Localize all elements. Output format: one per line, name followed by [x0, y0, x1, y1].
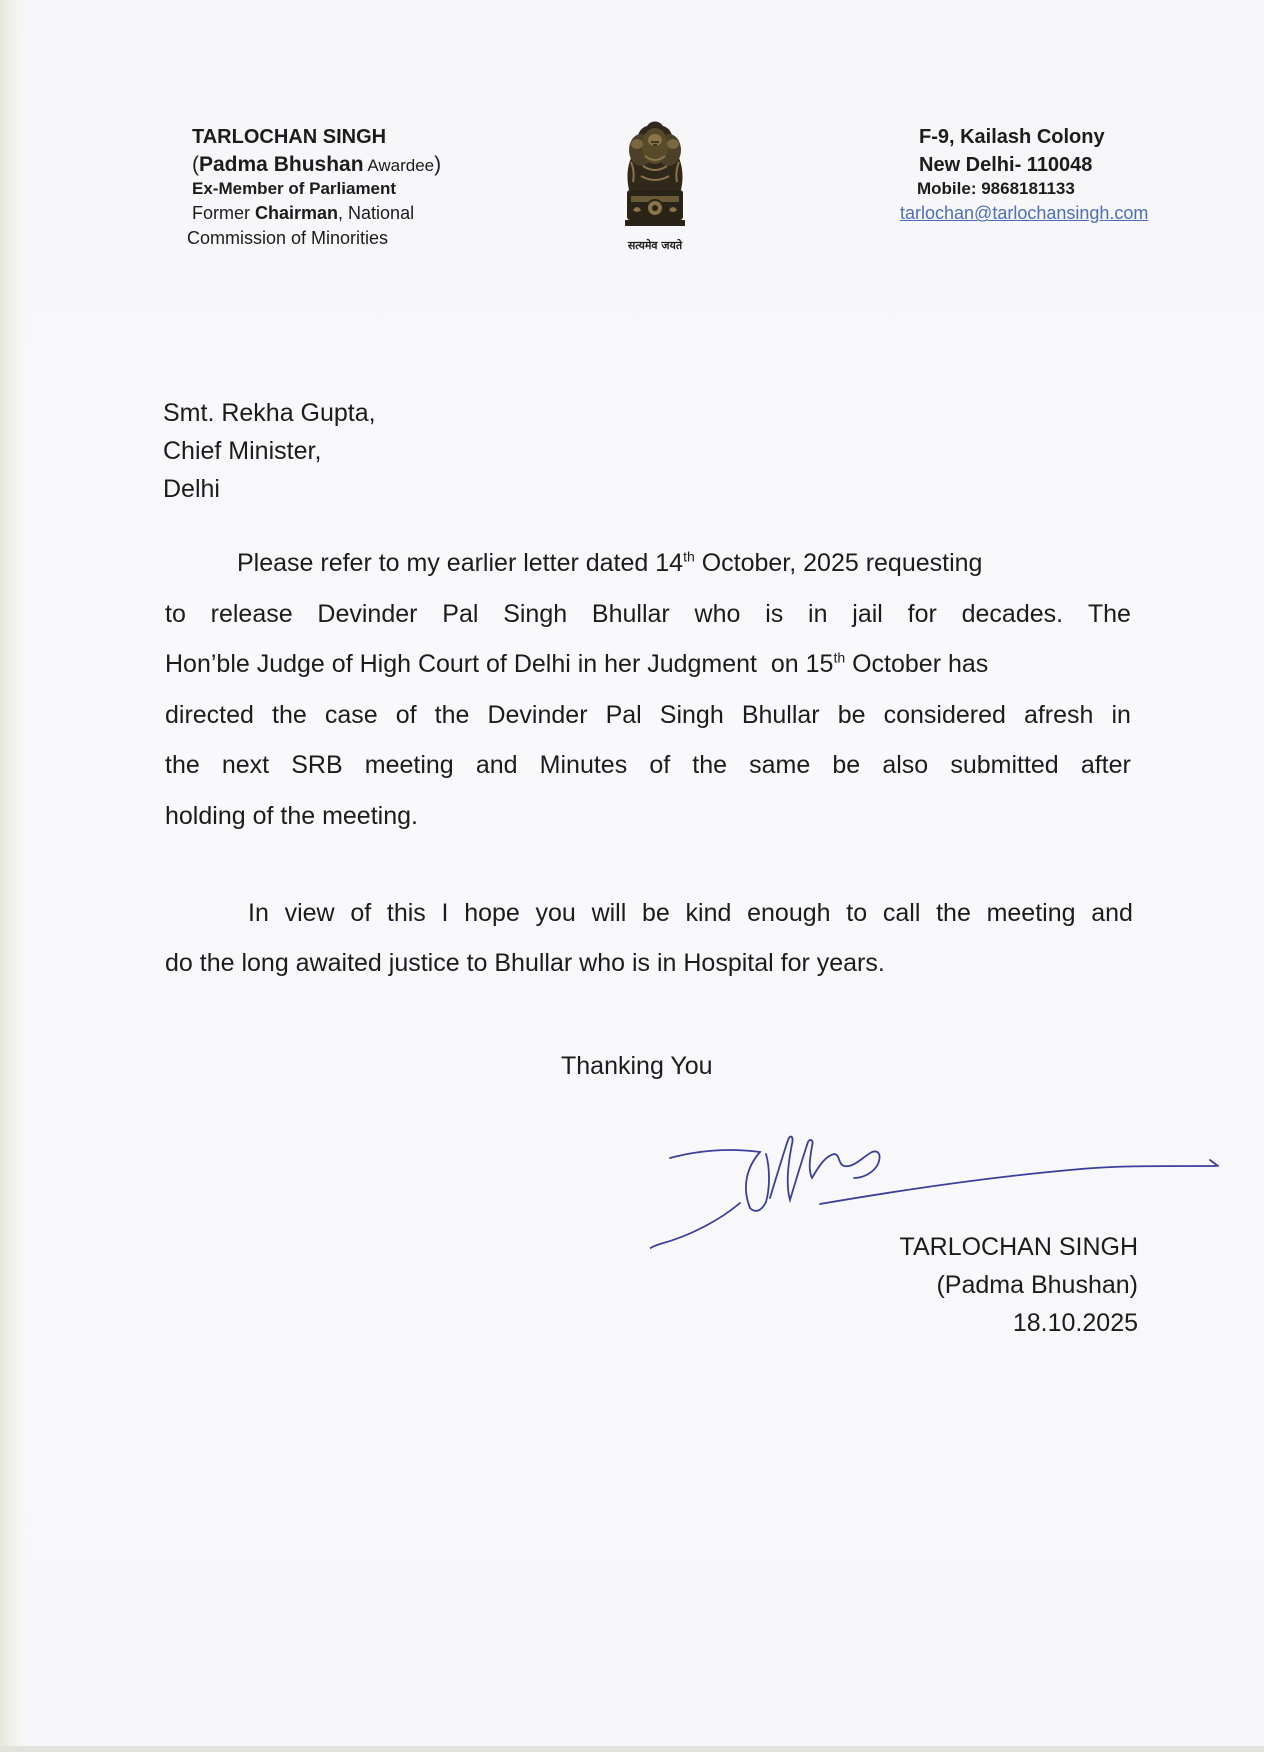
scan-edge-left	[0, 0, 26, 1752]
sender-ex-member: Ex-Member of Parliament	[192, 179, 397, 199]
sender-award: (Padma Bhushan Awardee)	[192, 153, 442, 176]
body-paragraph-2	[165, 888, 1133, 988]
email-link[interactable]: tarlochan@tarlochansingh.com	[900, 203, 1149, 224]
recipient-block	[163, 394, 376, 508]
paragraph-line: do the long awaited justice to Bhullar who is in Hospital for years.	[165, 949, 885, 977]
body-paragraph-1	[165, 538, 1131, 841]
recipient-name: Smt. Rekha Gupta,	[163, 399, 376, 427]
mobile-number: Mobile: 9868181133	[917, 179, 1075, 198]
letterhead-sender	[187, 125, 442, 250]
national-emblem	[612, 116, 698, 256]
recipient-title: Chief Minister,	[163, 437, 322, 465]
address-line-2: New Delhi- 110048	[919, 154, 1093, 176]
paragraph-line: to release Devinder Pal Singh Bhullar who is in jail for decades. The	[165, 599, 1131, 628]
paragraph-line: In view of this I hope you will be kind enough to call the meeting and	[248, 899, 1133, 927]
letter-date: 18.10.2025	[1012, 1309, 1138, 1337]
paragraph-line: holding of the meeting.	[165, 801, 418, 830]
letterhead-address	[900, 125, 1148, 225]
closing-thanks: Thanking You	[561, 1052, 713, 1080]
signatory-name: TARLOCHAN SINGH	[899, 1233, 1138, 1261]
paragraph-line: directed the case of the Devinder Pal Singh Bhullar be considered afresh in	[165, 700, 1131, 729]
sender-commission: Commission of Minorities	[187, 228, 389, 249]
scan-edge-bottom	[0, 1746, 1264, 1752]
sender-former-chairman: Former Chairman, National	[192, 202, 415, 223]
recipient-location: Delhi	[163, 475, 220, 503]
paragraph-line: Hon’ble Judge of High Court of Delhi in her Judgment on 15th October has	[165, 649, 989, 678]
signatory-title: (Padma Bhushan)	[936, 1271, 1138, 1299]
emblem-motto: सत्यमेव जयते	[627, 239, 683, 252]
address-line-1: F-9, Kailash Colony	[919, 126, 1105, 148]
lion-capital-emblem-icon	[615, 116, 695, 236]
signature-block	[900, 1228, 1138, 1342]
paragraph-line: Please refer to my earlier letter dated 14th October, 2025 requesting	[237, 548, 983, 577]
sender-name: TARLOCHAN SINGH	[192, 126, 387, 148]
paragraph-line: the next SRB meeting and Minutes of the same be also submitted after	[165, 751, 1131, 779]
